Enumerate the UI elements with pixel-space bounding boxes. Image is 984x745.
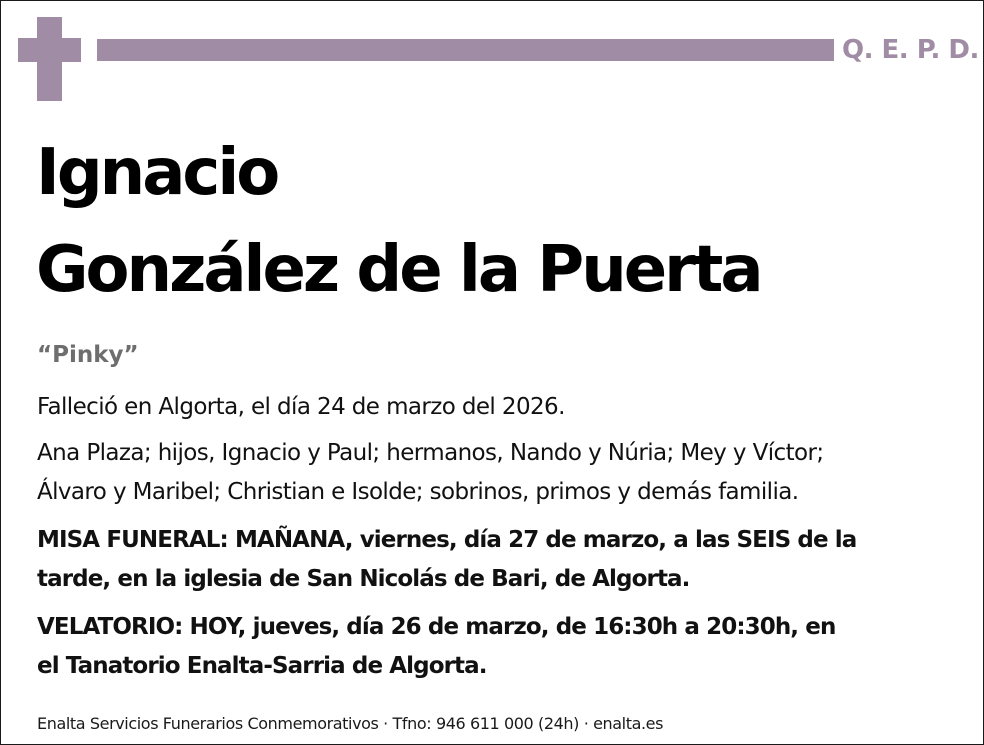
- wake-line-1: VELATORIO: HOY, jueves, día 26 de marzo, de 16:30h a 20:30h, en: [37, 614, 836, 640]
- footer-contact: Enalta Servicios Funerarios Conmemorativos · Tfno: 946 611 000 (24h) · enalta.es: [37, 714, 664, 733]
- death-statement: Falleció en Algorta, el día 24 de marzo del 2026.: [37, 394, 565, 420]
- family-line-2: Álvaro y Maribel; Christian e Isolde; sobrinos, primos y demás familia.: [37, 479, 799, 505]
- qepd-label: Q. E. P. D.: [842, 35, 979, 65]
- wake-line-2: el Tanatorio Enalta-Sarria de Algorta.: [37, 653, 487, 679]
- family-line-1: Ana Plaza; hijos, Ignacio y Paul; hermanos, Nando y Núria; Mey y Víctor;: [37, 440, 824, 466]
- deceased-nickname: “Pinky”: [37, 342, 139, 368]
- deceased-surname: González de la Puerta: [36, 233, 761, 307]
- deceased-first-name: Ignacio: [36, 136, 278, 210]
- funeral-mass-line-2: tarde, en la iglesia de San Nicolás de Bari, de Algorta.: [37, 566, 690, 592]
- header-bar: [97, 39, 834, 61]
- funeral-mass-line-1: MISA FUNERAL: MAÑANA, viernes, día 27 de marzo, a las SEIS de la: [37, 527, 857, 553]
- cross-icon-arm: [18, 38, 81, 62]
